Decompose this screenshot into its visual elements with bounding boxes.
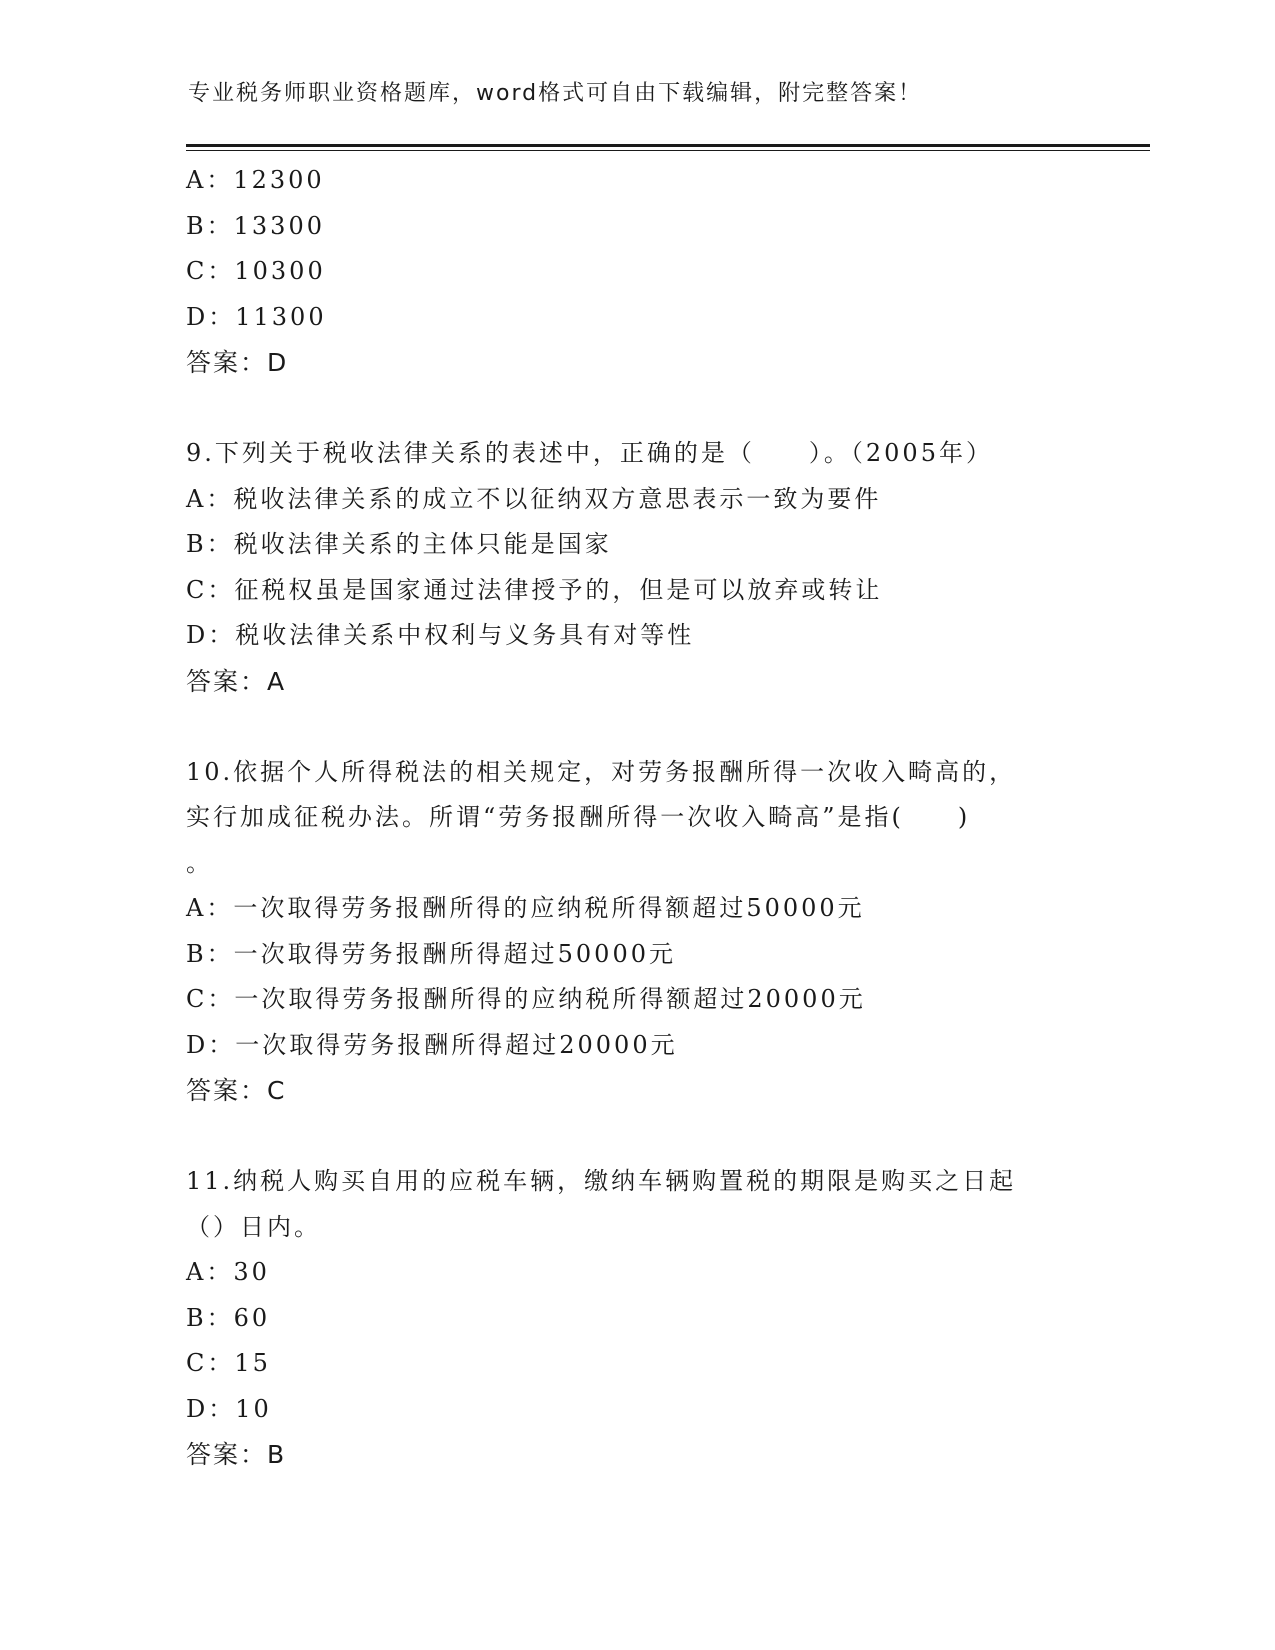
answer-label: 答案：A — [186, 666, 287, 696]
spacer — [186, 704, 1106, 750]
option-b: B：60 — [186, 1303, 271, 1332]
option-c: C：10300 — [186, 257, 326, 285]
option-a: A：12300 — [186, 166, 325, 194]
option-a: A：30 — [186, 1258, 270, 1286]
answer-label: 答案：B — [186, 1440, 287, 1469]
question-text: 9.下列关于税收法律关系的表述中，正确的是（ ）。（2005年） — [186, 439, 993, 467]
spacer — [186, 386, 1106, 432]
question-text: 10.依据个人所得税法的相关规定，对劳务报酬所得一次收入畸高的， — [186, 757, 1017, 786]
option-b: B：一次取得劳务报酬所得超过50000元 — [186, 939, 676, 968]
question-block-9 — [186, 431, 1106, 704]
header-rule-thin — [186, 150, 1150, 151]
question-block-10 — [186, 750, 1106, 1114]
option-b: B：税收法律关系的主体只能是国家 — [186, 530, 612, 558]
option-d: D：11300 — [186, 302, 327, 331]
page-header: 专业税务师职业资格题库，word格式可自由下载编辑，附完整答案！ — [188, 81, 923, 106]
option-c: C：15 — [186, 1349, 271, 1377]
question-text: （）日内。 — [186, 1212, 321, 1241]
question-block-8 — [186, 158, 1106, 386]
option-d: D：一次取得劳务报酬所得超过20000元 — [186, 1030, 678, 1059]
option-b: B：13300 — [186, 211, 325, 240]
answer-label: 答案：D — [186, 348, 289, 377]
question-block-11 — [186, 1159, 1106, 1478]
spacer — [186, 1114, 1106, 1160]
option-c: C：一次取得劳务报酬所得的应纳税所得额超过20000元 — [186, 985, 866, 1013]
header-rule — [186, 144, 1150, 147]
option-d: D：税收法律关系中权利与义务具有对等性 — [186, 621, 695, 649]
answer-label: 答案：C — [186, 1076, 287, 1105]
question-text: 。 — [186, 848, 213, 877]
option-a: A：税收法律关系的成立不以征纳双方意思表示一致为要件 — [186, 484, 882, 513]
question-content — [186, 158, 1106, 1478]
option-c: C：征税权虽是国家通过法律授予的，但是可以放弃或转让 — [186, 575, 883, 604]
option-d: D：10 — [186, 1394, 272, 1423]
question-text: 11.纳税人购买自用的应税车辆，缴纳车辆购置税的期限是购买之日起 — [186, 1167, 1017, 1195]
question-text: 实行加成征税办法。所谓“劳务报酬所得一次收入畸高”是指( ) — [186, 803, 971, 831]
option-a: A：一次取得劳务报酬所得的应纳税所得额超过50000元 — [186, 894, 865, 922]
